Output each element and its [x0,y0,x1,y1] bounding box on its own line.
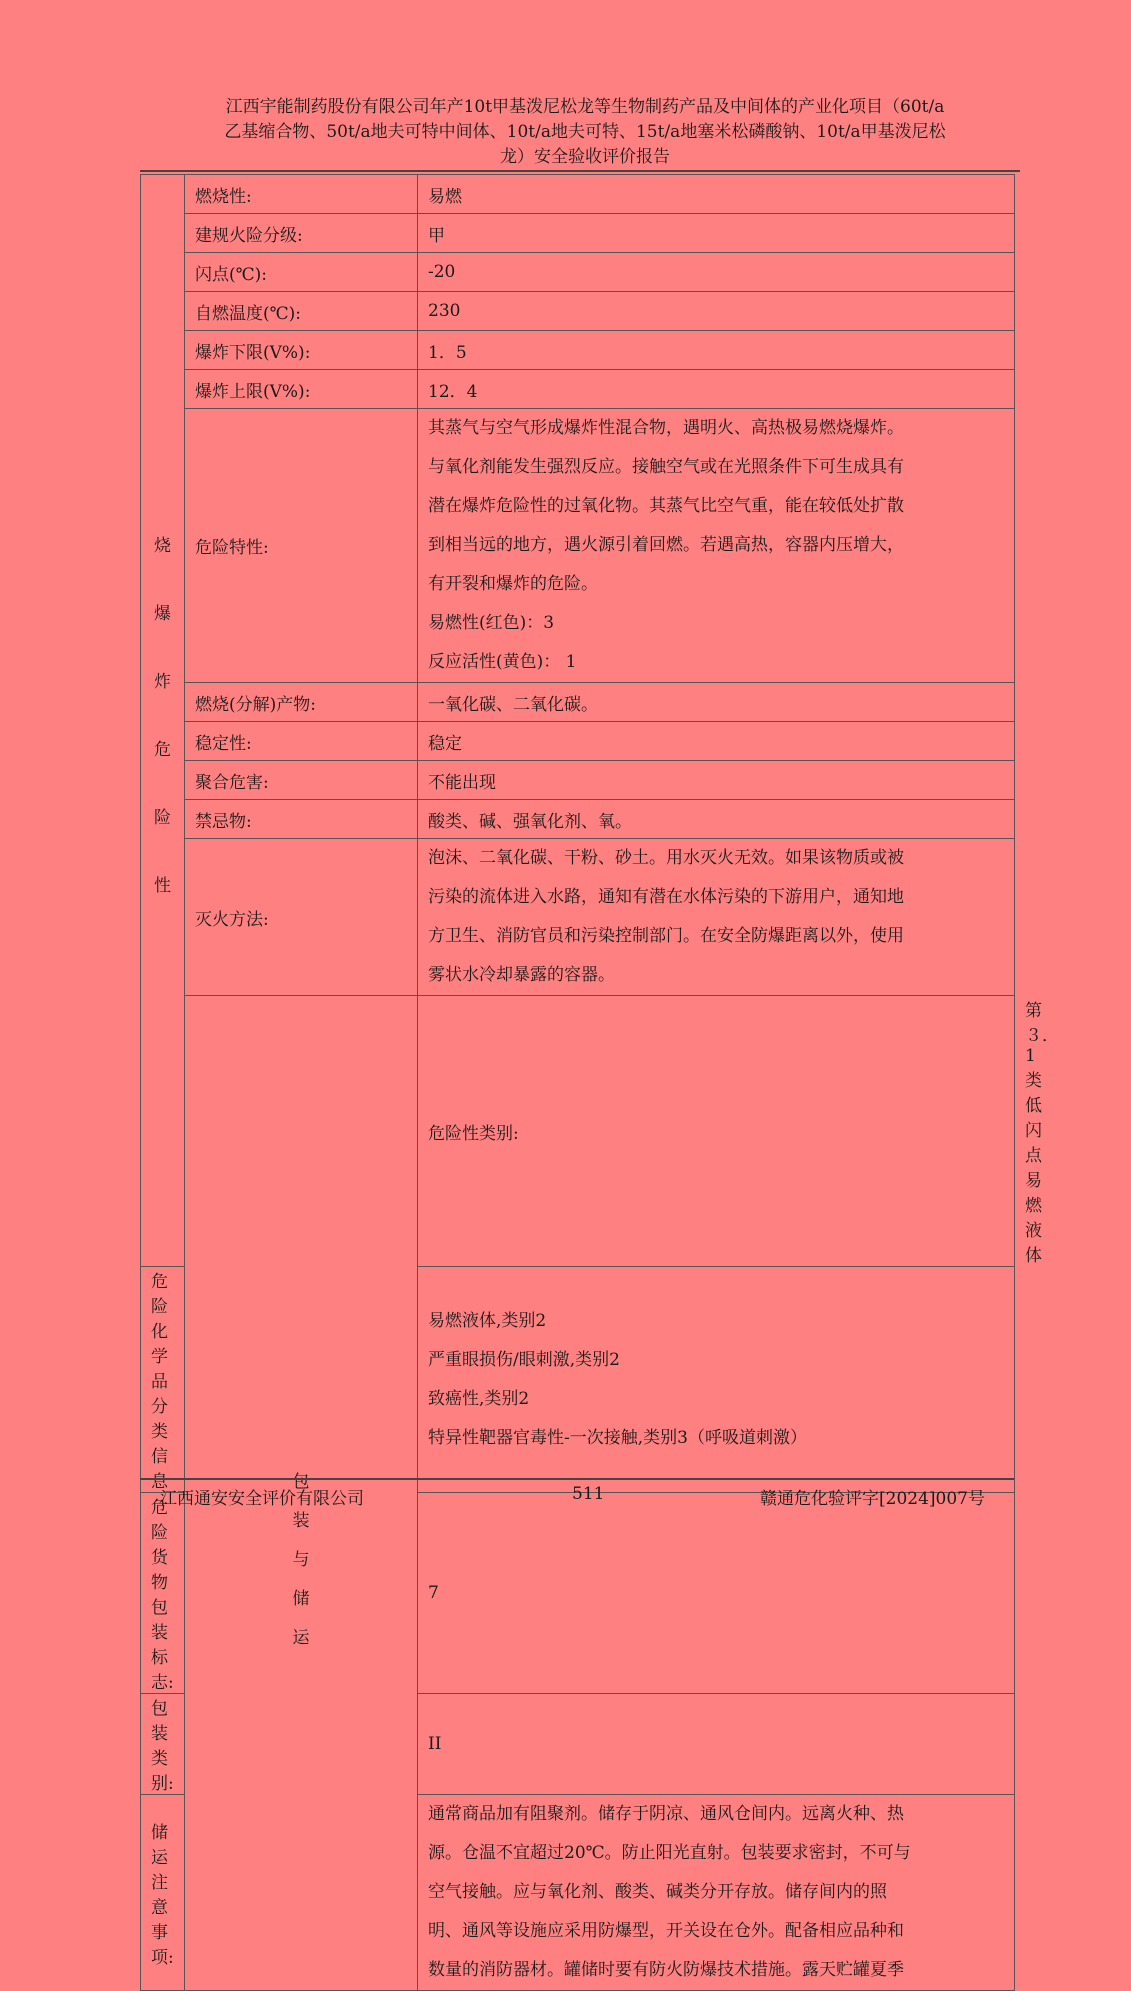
field-label: 燃烧性: [185,175,418,214]
table-row [141,409,1015,683]
header-line-1: 江西宇能制药股份有限公司年产10t甲基泼尼松龙等生物制药产品及中间体的产业化项目（60t/a [225,97,945,117]
text-line: 其蒸气与空气形成爆炸性混合物，遇明火、高热极易燃烧爆炸。 [428,418,904,438]
field-value: -20 [418,253,1015,292]
field-label: 危险货物包装标志: [141,1493,185,1694]
text-line: 反应活性(黄色)： 1 [428,652,577,672]
text-line: 雾状水冷却暴露的容器。 [428,965,615,985]
field-label: 灭火方法: [185,839,418,996]
table-row [141,683,1015,722]
field-label: 聚合危害: [185,761,418,800]
field-value: 不能出现 [418,761,1015,800]
field-value: 一氧化碳、二氧化碳。 [418,683,1015,722]
table-row [141,331,1015,370]
text-line: 易燃液体,类别2 [428,1310,547,1331]
field-value-storage [418,1795,1015,1991]
field-value: II [418,1694,1015,1795]
section-char: 险 [154,807,171,828]
report-header [150,95,1020,170]
table-row: 包 装 与 储 运 危险性类别: 第３．1类 低闪点易燃液体 [141,996,1015,1267]
field-label: 爆炸上限(V%): [185,370,418,409]
text-line: 源。仓温不宜超过20℃。防止阳光直射。包装要求密封，不可与 [428,1843,911,1863]
field-label: 建规火险分级: [185,214,418,253]
text-line: 数量的消防器材。罐储时要有防火防爆技术措施。露天贮罐夏季 [428,1960,904,1980]
field-value: 7 [418,1493,1015,1694]
section-char: 炸 [154,671,171,692]
footer-page-number: 511 [572,1484,605,1504]
field-value: 230 [418,292,1015,331]
field-value-fire [418,839,1015,996]
text-line: 易燃性(红色)：3 [428,613,555,633]
section-char: 烧 [154,535,171,556]
text-line: 通常商品加有阻聚剂。储存于阴凉、通风仓间内。远离火种、热 [428,1804,904,1824]
header-divider [140,170,1020,172]
field-value: 甲 [418,214,1015,253]
field-label: 危险特性: [185,409,418,683]
header-line-2: 乙基缩合物、50t/a地夫可特中间体、10t/a地夫可特、15t/a地塞米松磷酸钠、10t/a甲基泼尼松 [224,122,946,142]
field-value-hazard [418,409,1015,683]
text-line: 有开裂和爆炸的危险。 [428,574,598,594]
text-line: 致癌性,类别2 [428,1388,530,1409]
field-label: 闪点(℃): [185,253,418,292]
text-line: 到相当远的地方，遇火源引着回燃。若遇高热，容器内压增大， [428,535,904,555]
field-label: 爆炸下限(V%): [185,331,418,370]
table-row [141,292,1015,331]
section-char: 危 [154,739,171,760]
text-line: 特异性靶器官毒性-一次接触,类别3（呼吸道刺激） [428,1427,807,1448]
table-row [141,839,1015,996]
field-value: 稳定 [418,722,1015,761]
section-char: 性 [154,875,171,896]
section-char: 运 [292,1627,310,1648]
text-line: 明、通风等设施应采用防爆型，开关设在仓外。配备相应品种和 [428,1921,904,1941]
section-char: 装 [292,1510,310,1531]
field-label: 禁忌物: [185,800,418,839]
text-line: 方卫生、消防官员和污染控制部门。在安全防爆距离以外，使用 [428,926,904,946]
field-label: 自燃温度(℃): [185,292,418,331]
footer-company: 江西通安安全评价有限公司 [160,1489,364,1509]
section-label-combustion [141,175,185,1267]
field-value: 酸类、碱、强氧化剂、氧。 [418,800,1015,839]
footer-divider [140,1478,1014,1480]
section-char: 与 [292,1549,310,1570]
text-line: 潜在爆炸危险性的过氧化物。其蒸气比空气重，能在较低处扩散 [428,496,904,516]
text-line: 泡沫、二氧化碳、干粉、砂土。用水灭火无效。如果该物质或被 [428,848,904,868]
field-label: 储运注意事项: [141,1795,185,1991]
msds-table [140,174,1076,1991]
field-label: 危险化学品分类信息 [141,1267,185,1493]
footer-document-number: 赣通危化验评字[2024]007号 [760,1489,985,1509]
section-char: 包 [292,1471,310,1492]
field-value-ghs [418,1267,1015,1493]
field-label: 燃烧(分解)产物: [185,683,418,722]
text-line: 污染的流体进入水路，通知有潜在水体污染的下游用户，通知地 [428,887,904,907]
field-label: 危险性类别: [418,996,1015,1267]
table-row [141,370,1015,409]
table-row [141,214,1015,253]
field-value: 易燃 [418,175,1015,214]
text-line: 空气接触。应与氧化剂、酸类、碱类分开存放。储存间内的照 [428,1882,887,1902]
text-line: 与氧化剂能发生强烈反应。接触空气或在光照条件下可生成具有 [428,457,904,477]
section-char: 爆 [154,603,171,624]
table-row [141,175,1015,214]
table-row [141,722,1015,761]
table-row [141,253,1015,292]
table-row [141,800,1015,839]
text-line: 严重眼损伤/眼刺激,类别2 [428,1349,620,1370]
section-char: 储 [292,1588,310,1609]
table-row [141,761,1015,800]
field-label: 包装类别: [141,1694,185,1795]
field-value: 12．4 [418,370,1015,409]
field-label: 稳定性: [185,722,418,761]
field-value: 1．5 [418,331,1015,370]
header-line-3: 龙）安全验收评价报告 [500,147,670,167]
